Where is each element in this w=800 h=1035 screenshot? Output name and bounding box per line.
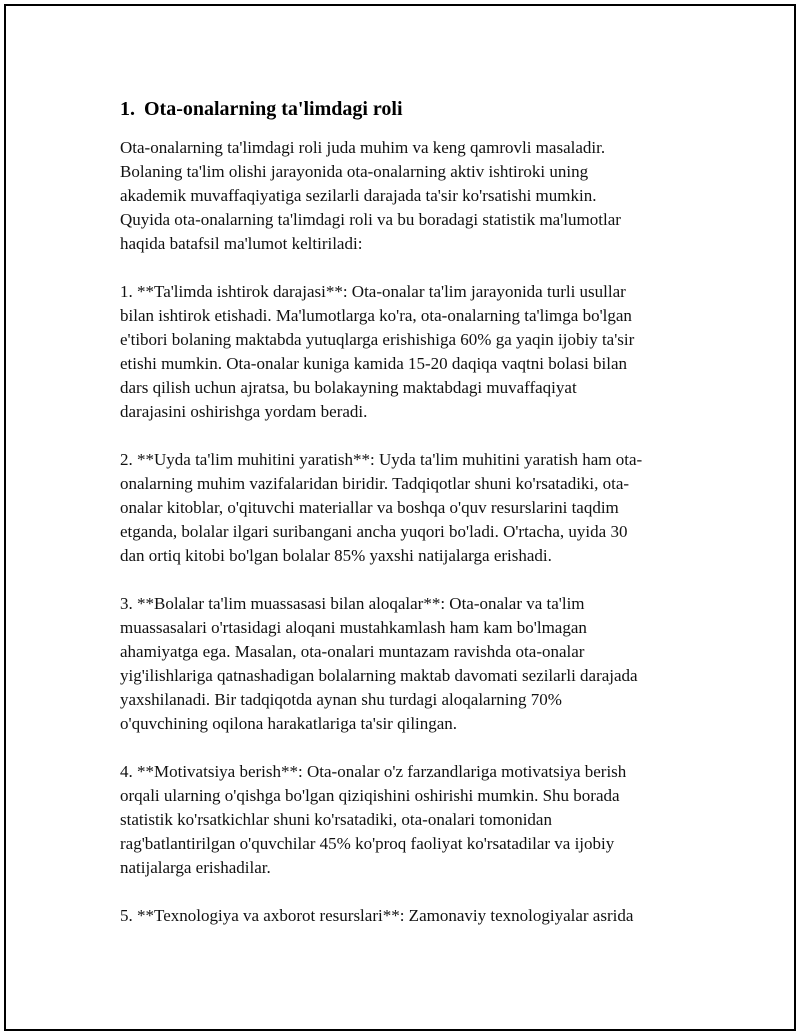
section-heading	[120, 96, 695, 122]
text-line: natijalarga erishadilar.	[120, 858, 271, 877]
paragraph-item-3	[120, 592, 695, 736]
text-line: o'quvchining oqilona harakatlariga ta'sir qilingan.	[120, 714, 458, 733]
paragraph-item-5	[120, 904, 695, 928]
text-line: dan ortiq kitobi bo'lgan bolalar 85% yaxshi natijalarga erishadi.	[120, 546, 552, 565]
text-line: darajasini oshirishga yordam beradi.	[120, 402, 368, 421]
text-line: e'tibori bolaning maktabda yutuqlarga erishishiga 60% ga yaqin ijobiy ta'sir	[120, 330, 635, 349]
text-line: rag'batlantirilgan o'quvchilar 45% ko'proq faoliyat ko'rsatadilar va ijobiy	[120, 834, 615, 853]
paragraph-item-2	[120, 448, 695, 568]
text-line: haqida batafsil ma'lumot keltiriladi:	[120, 234, 363, 253]
text-line: yig'ilishlariga qatnashadigan bolalarning maktab davomati sezilarli darajada	[120, 666, 638, 685]
text-line: etishi mumkin. Ota-onalar kuniga kamida 15-20 daqiqa vaqtni bolasi bilan	[120, 354, 628, 373]
text-line: 2. **Uyda ta'lim muhitini yaratish**: Uyda ta'lim muhitini yaratish ham ota-	[120, 450, 643, 469]
text-line: 3. **Bolalar ta'lim muassasasi bilan aloqalar**: Ota-onalar va ta'lim	[120, 594, 585, 613]
text-line: bilan ishtirok etishadi. Ma'lumotlarga ko'ra, ota-onalarning ta'limga bo'lgan	[120, 306, 632, 325]
text-line: 1. **Ta'limda ishtirok darajasi**: Ota-onalar ta'lim jarayonida turli usullar	[120, 282, 626, 301]
text-line: etganda, bolalar ilgari suribangani ancha yuqori bo'ladi. O'rtacha, uyida 30	[120, 522, 628, 541]
document-body	[120, 96, 695, 952]
text-line: Ota-onalarning ta'limdagi roli juda muhim va keng qamrovli masaladir.	[120, 138, 606, 157]
text-line: statistik ko'rsatkichlar shuni ko'rsatadiki, ota-onalari tomonidan	[120, 810, 552, 829]
text-line: akademik muvaffaqiyatiga sezilarli darajada ta'sir ko'rsatishi mumkin.	[120, 186, 597, 205]
text-line: ahamiyatga ega. Masalan, ota-onalari muntazam ravishda ota-onalar	[120, 642, 585, 661]
text-line: muassasalari o'rtasidagi aloqani mustahkamlash ham kam bo'lmagan	[120, 618, 587, 637]
paragraph-intro	[120, 136, 695, 256]
document-page	[4, 4, 796, 1031]
text-line: dars qilish uchun ajratsa, bu bolakayning maktabdagi muvaffaqiyat	[120, 378, 577, 397]
text-line: onalar kitoblar, o'qituvchi materiallar va boshqa o'quv resurslarini taqdim	[120, 498, 619, 517]
paragraph-item-4	[120, 760, 695, 880]
section-number: 1.	[120, 98, 135, 120]
text-line: yaxshilanadi. Bir tadqiqotda aynan shu turdagi aloqalarning 70%	[120, 690, 562, 709]
paragraph-item-1	[120, 280, 695, 424]
text-line: 5. **Texnologiya va axborot resurslari**: Zamonaviy texnologiyalar asrida	[120, 906, 634, 925]
text-line: Quyida ota-onalarning ta'limdagi roli va bu boradagi statistik ma'lumotlar	[120, 210, 621, 229]
text-line: orqali ularning o'qishga bo'lgan qiziqishini oshirishi mumkin. Shu borada	[120, 786, 620, 805]
section-title: Ota-onalarning ta'limdagi roli	[144, 98, 403, 120]
text-line: onalarning muhim vazifalaridan biridir. Tadqiqotlar shuni ko'rsatadiki, ota-	[120, 474, 630, 493]
text-line: 4. **Motivatsiya berish**: Ota-onalar o'z farzandlariga motivatsiya berish	[120, 762, 627, 781]
text-line: Bolaning ta'lim olishi jarayonida ota-onalarning aktiv ishtiroki uning	[120, 162, 589, 181]
